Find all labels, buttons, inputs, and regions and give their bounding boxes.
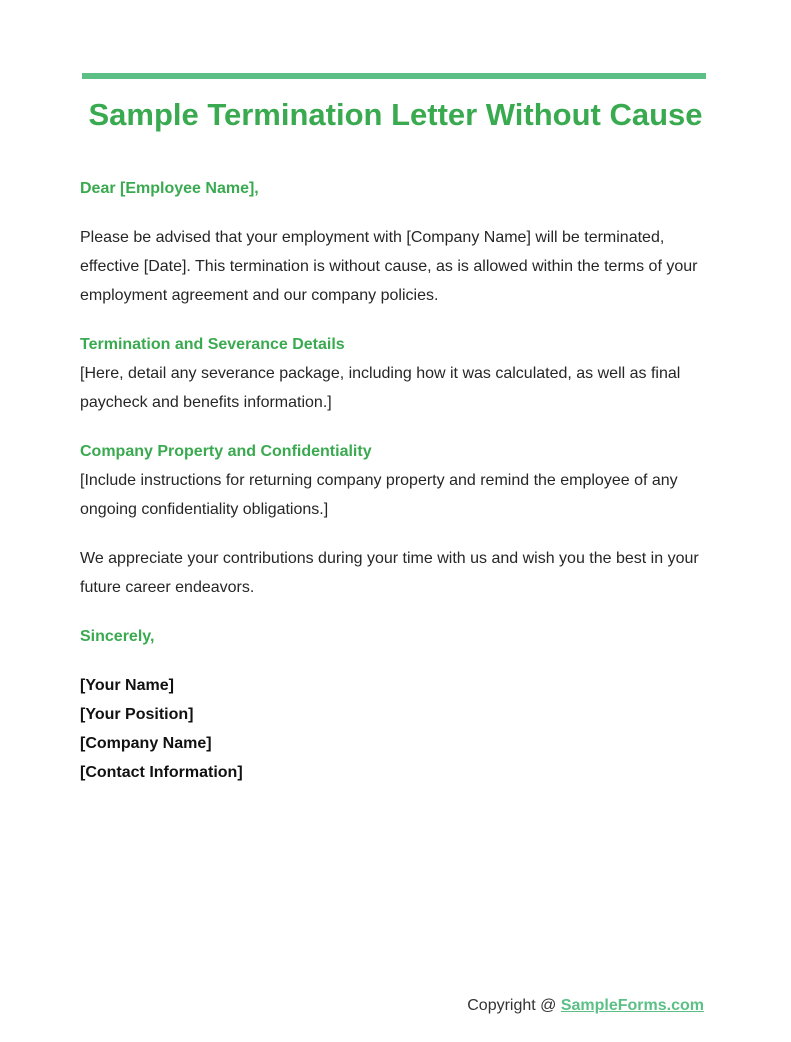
top-divider: [82, 73, 706, 79]
copyright-label: Copyright @: [467, 997, 561, 1014]
section-heading-severance: Termination and Severance Details: [80, 336, 345, 353]
letter-body: [80, 174, 712, 787]
signature-company: [Company Name]: [80, 735, 212, 752]
signature-contact: [Contact Information]: [80, 764, 243, 781]
section-body-property: [Include instructions for returning company property and remind the employee of any ongoing confidentiality obligations.]: [80, 472, 678, 518]
footer-copyright: [467, 995, 704, 1017]
sampleforms-link[interactable]: SampleForms.com: [560, 997, 704, 1014]
page-title: Sample Termination Letter Without Cause: [88, 97, 703, 132]
section-heading-property: Company Property and Confidentiality: [80, 443, 372, 460]
salutation: Dear [Employee Name],: [80, 180, 259, 197]
closing-paragraph: We appreciate your contributions during your time with us and wish you the best in your future career endeavors.: [80, 550, 699, 596]
signature-name: [Your Name]: [80, 677, 174, 694]
intro-paragraph: Please be advised that your employment with [Company Name] will be terminated, effective [Date]. This termination is without cause, as is allowed within the terms of your employment agreement and our company policies.: [80, 229, 698, 304]
section-body-severance: [Here, detail any severance package, including how it was calculated, as well as final paycheck and benefits information.]: [80, 365, 681, 411]
signature-position: [Your Position]: [80, 706, 194, 723]
sign-off: Sincerely,: [80, 628, 155, 645]
